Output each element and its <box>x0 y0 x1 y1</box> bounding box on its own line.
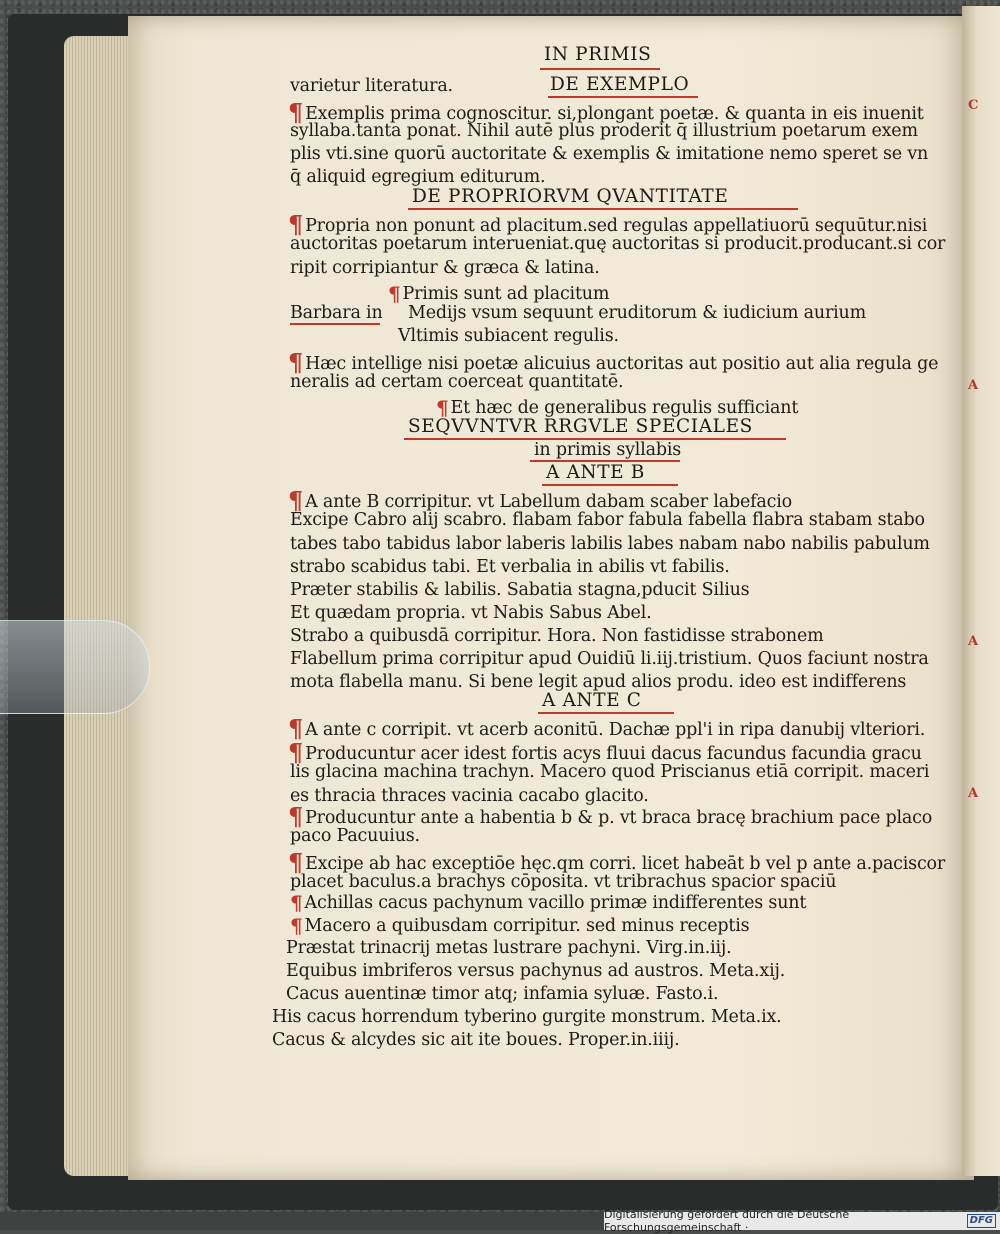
text-line: ¶ Primis sunt ad placitum <box>388 282 610 306</box>
page-clip <box>0 620 150 714</box>
text-line: es thracia thraces vacinia cacabo glacito. <box>290 786 649 806</box>
text-line: ¶ Excipe ab hac exceptiōe hęc.qm corri. licet habeāt b vel p ante a.paciscor <box>288 848 946 877</box>
text-line: varietur literatura. <box>290 76 453 96</box>
text-line: strabo scabidus tabi. Et verbalia in abilis vt fabilis. <box>290 557 730 577</box>
text-line: Flabellum prima corripitur apud Ouidiū li.iij.tristium. Quos faciunt nostra <box>290 649 929 669</box>
paragraph-mark: ¶ <box>288 802 304 831</box>
text-line: tabes tabo tabidus labor laberis labilis labes nabam nabo nabilis pabulum <box>290 534 930 554</box>
text-line: ¶ Exemplis prima cognoscitur. si,plongant poetæ. & quanta in eis inuenit <box>288 98 924 127</box>
text-line: Medijs vsum sequunt eruditorum & iudicium aurium <box>408 303 867 323</box>
paragraph-mark: ¶ <box>288 486 304 515</box>
text-line: Equibus imbriferos versus pachynus ad austros. Meta.xij. <box>286 961 786 981</box>
text-line: ¶ Achillas cacus pachynum vacillo primæ indifferentes sunt <box>290 891 807 915</box>
text-line: ¶ A ante B corripitur. vt Labellum dabam scaber labefacio <box>288 486 792 515</box>
text-line: ¶ Et hæc de generalibus regulis sufficiant <box>436 396 799 420</box>
text-line: ¶ Producuntur ante a habentia b & p. vt braca bracę brachium pace placo <box>288 802 933 831</box>
paragraph-mark: ¶ <box>388 282 401 306</box>
text-line: ripit corripiantur & græca & latina. <box>290 258 600 278</box>
heading-a-ante-c: A ANTE C <box>542 690 642 711</box>
text-line: Præter stabilis & labilis. Sabatia stagna,pducit Silius <box>290 580 750 600</box>
text-line: q̄ aliquid egregium editurum. <box>290 167 546 187</box>
paragraph-mark: ¶ <box>436 396 449 420</box>
text-line: ¶ Propria non ponunt ad placitum.sed regulas appellatiuorū sequūtur.nisi <box>288 210 928 239</box>
facing-page-edge: C A A A <box>962 6 1000 1176</box>
subheading: in primis syllabis <box>534 440 682 460</box>
footer-text: Digitalisierung gefördert durch die Deutsche Forschungsgemeinschaft · <box>604 1208 850 1234</box>
text-line: lis glacina machina trachyn. Macero quod Priscianus etiā corripit. maceri <box>290 762 930 782</box>
running-head: IN PRIMIS <box>544 44 652 65</box>
text-line: Cacus auentinæ timor atq; infamia syluæ. Fasto.i. <box>286 984 719 1004</box>
text-line: plis vti.sine quorū auctoritate & exemplis & imitatione nemo speret se vn <box>290 144 929 164</box>
text-line: ¶ Producuntur acer idest fortis acys fluui dacus facundus facundia gracu <box>288 738 922 767</box>
text-line: ¶ Hæc intellige nisi poetæ alicuius auctoritas aut positio aut alia regula ge <box>288 348 939 377</box>
text-line: auctoritas poetarum interueniat.quę auctoritas si producit.producant.si cor <box>290 234 946 254</box>
paragraph-mark: ¶ <box>288 714 304 743</box>
heading-de-exemplo: DE EXEMPLO <box>550 74 690 95</box>
text-line: Vltimis subiacent regulis. <box>398 326 619 346</box>
paragraph-mark: ¶ <box>290 914 303 938</box>
text-line: ¶ A ante c corripit. vt acerb aconitū. Dachæ ppl'i in ripa danubij vlteriori. <box>288 714 926 743</box>
heading-de-propriorum: DE PROPRIORVM QVANTITATE <box>412 186 729 207</box>
text-line: Barbara in <box>290 303 383 323</box>
scan-bottom-strip <box>0 1212 604 1230</box>
text-line: ¶ Macero a quibusdam corripitur. sed minus receptis <box>290 914 750 938</box>
heading-a-ante-b: A ANTE B <box>546 462 645 483</box>
text-line: paco Pacuuius. <box>290 826 420 846</box>
dfg-logo: DFG <box>967 1214 996 1228</box>
text-line: Cacus & alcydes sic ait ite boues. Proper.in.iiij. <box>272 1030 680 1050</box>
text-line: mota flabella manu. Si bene legit apud alios produ. ideo est indifferens <box>290 672 907 692</box>
running-head-rule <box>540 68 660 70</box>
text-line: Et quædam propria. vt Nabis Sabus Abel. <box>290 603 652 623</box>
paragraph-mark: ¶ <box>290 891 303 915</box>
paragraph-mark: ¶ <box>288 738 304 767</box>
label-rule <box>290 323 380 325</box>
digitization-footer <box>604 1208 1000 1234</box>
text-line: syllaba.tanta ponat. Nihil autē plus proderit q̄ illustrium poetarum exem <box>290 121 918 141</box>
heading-sequuntur: SEQVVNTVR RRGVLE SPECIALES <box>408 416 753 437</box>
text-line: placet baculus.a brachys cōposita. vt tribrachus spacior spaciū <box>290 872 837 892</box>
text-line: Præstat trinacrij metas lustrare pachyni. Virg.in.iij. <box>286 938 732 958</box>
paragraph-mark: ¶ <box>288 210 304 239</box>
paragraph-mark: ¶ <box>288 348 304 377</box>
paragraph-mark: ¶ <box>288 848 304 877</box>
text-line: neralis ad certam coerceat quantitatē. <box>290 372 624 392</box>
text-line: Strabo a quibusdā corripitur. Hora. Non fastidisse strabonem <box>290 626 824 646</box>
text-line: His cacus horrendum tyberino gurgite monstrum. Meta.ix. <box>272 1007 782 1027</box>
text-line: Excipe Cabro alij scabro. flabam fabor fabula fabella flabra stabam stabo <box>290 510 925 530</box>
paragraph-mark: ¶ <box>288 98 304 127</box>
